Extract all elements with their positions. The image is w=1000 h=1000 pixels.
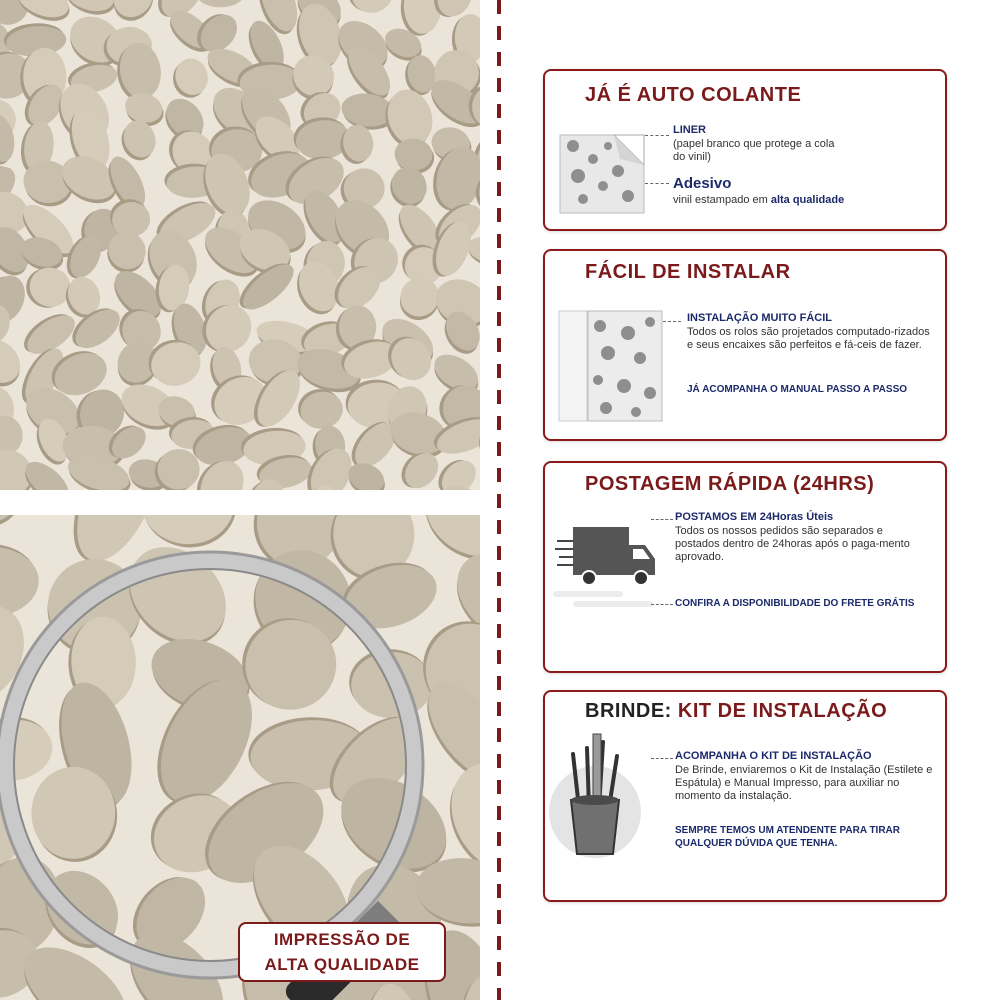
liner-text: (papel branco que protege a cola do vinil): [673, 138, 835, 163]
card-title: JÁ É AUTO COLANTE: [585, 84, 802, 106]
card-facil-instalar: [543, 249, 947, 441]
postagem-text: Todos os nossos pedidos são separados e postados dentro de 24horas após o paga-mento aprovado.: [675, 525, 910, 563]
brinde-note: SEMPRE TEMOS UM ATENDENTE PARA TIRAR QUALQUER DÚVIDA QUE TENHA.: [675, 825, 901, 849]
card-title: BRINDE: KIT DE INSTALAÇÃO: [585, 700, 888, 722]
card-title: FÁCIL DE INSTALAR: [585, 261, 791, 283]
instalar-heading: INSTALAÇÃO MUITO FÁCIL: [687, 312, 833, 324]
delivery-truck-icon: [553, 521, 663, 613]
postagem-heading: POSTAMOS EM 24Horas Úteis: [675, 511, 834, 523]
adesivo-label: Adesivo: [673, 175, 732, 192]
instalar-note: JÁ ACOMPANHA O MANUAL PASSO A PASSO: [687, 384, 908, 395]
high-quality-caption: [238, 922, 446, 982]
postagem-note: CONFIRA A DISPONIBILIDADE DO FRETE GRÁTIS: [675, 598, 915, 609]
adesivo-text: vinil estampado em alta qualidade: [673, 194, 845, 206]
stone-texture-top: [0, 0, 480, 490]
wallpaper-roll-icon: [558, 308, 664, 424]
card-title: POSTAGEM RÁPIDA (24HRS): [585, 473, 875, 495]
vinyl-sample-icon: [558, 131, 646, 215]
brinde-text: De Brinde, enviaremos o Kit de Instalação (Estilete e Espátula) e Manual Impresso, para auxiliar no momento da instalação.: [675, 764, 933, 802]
caption-line-2: ALTA QUALIDADE: [264, 955, 420, 974]
caption-line-1: IMPRESSÃO DE: [273, 930, 411, 949]
tool-kit-cup-icon: [549, 728, 641, 862]
card-brinde: [543, 690, 947, 902]
card-postagem: [543, 461, 947, 673]
liner-label: LINER: [673, 124, 706, 136]
card-auto-colante: [543, 69, 947, 231]
dashed-divider: [497, 0, 501, 1000]
instalar-text: Todos os rolos são projetados computado-rizados e seus encaixes são perfeitos e fá-ceis de fazer.: [687, 326, 930, 351]
brinde-heading: ACOMPANHA O KIT DE INSTALAÇÃO: [675, 750, 872, 762]
